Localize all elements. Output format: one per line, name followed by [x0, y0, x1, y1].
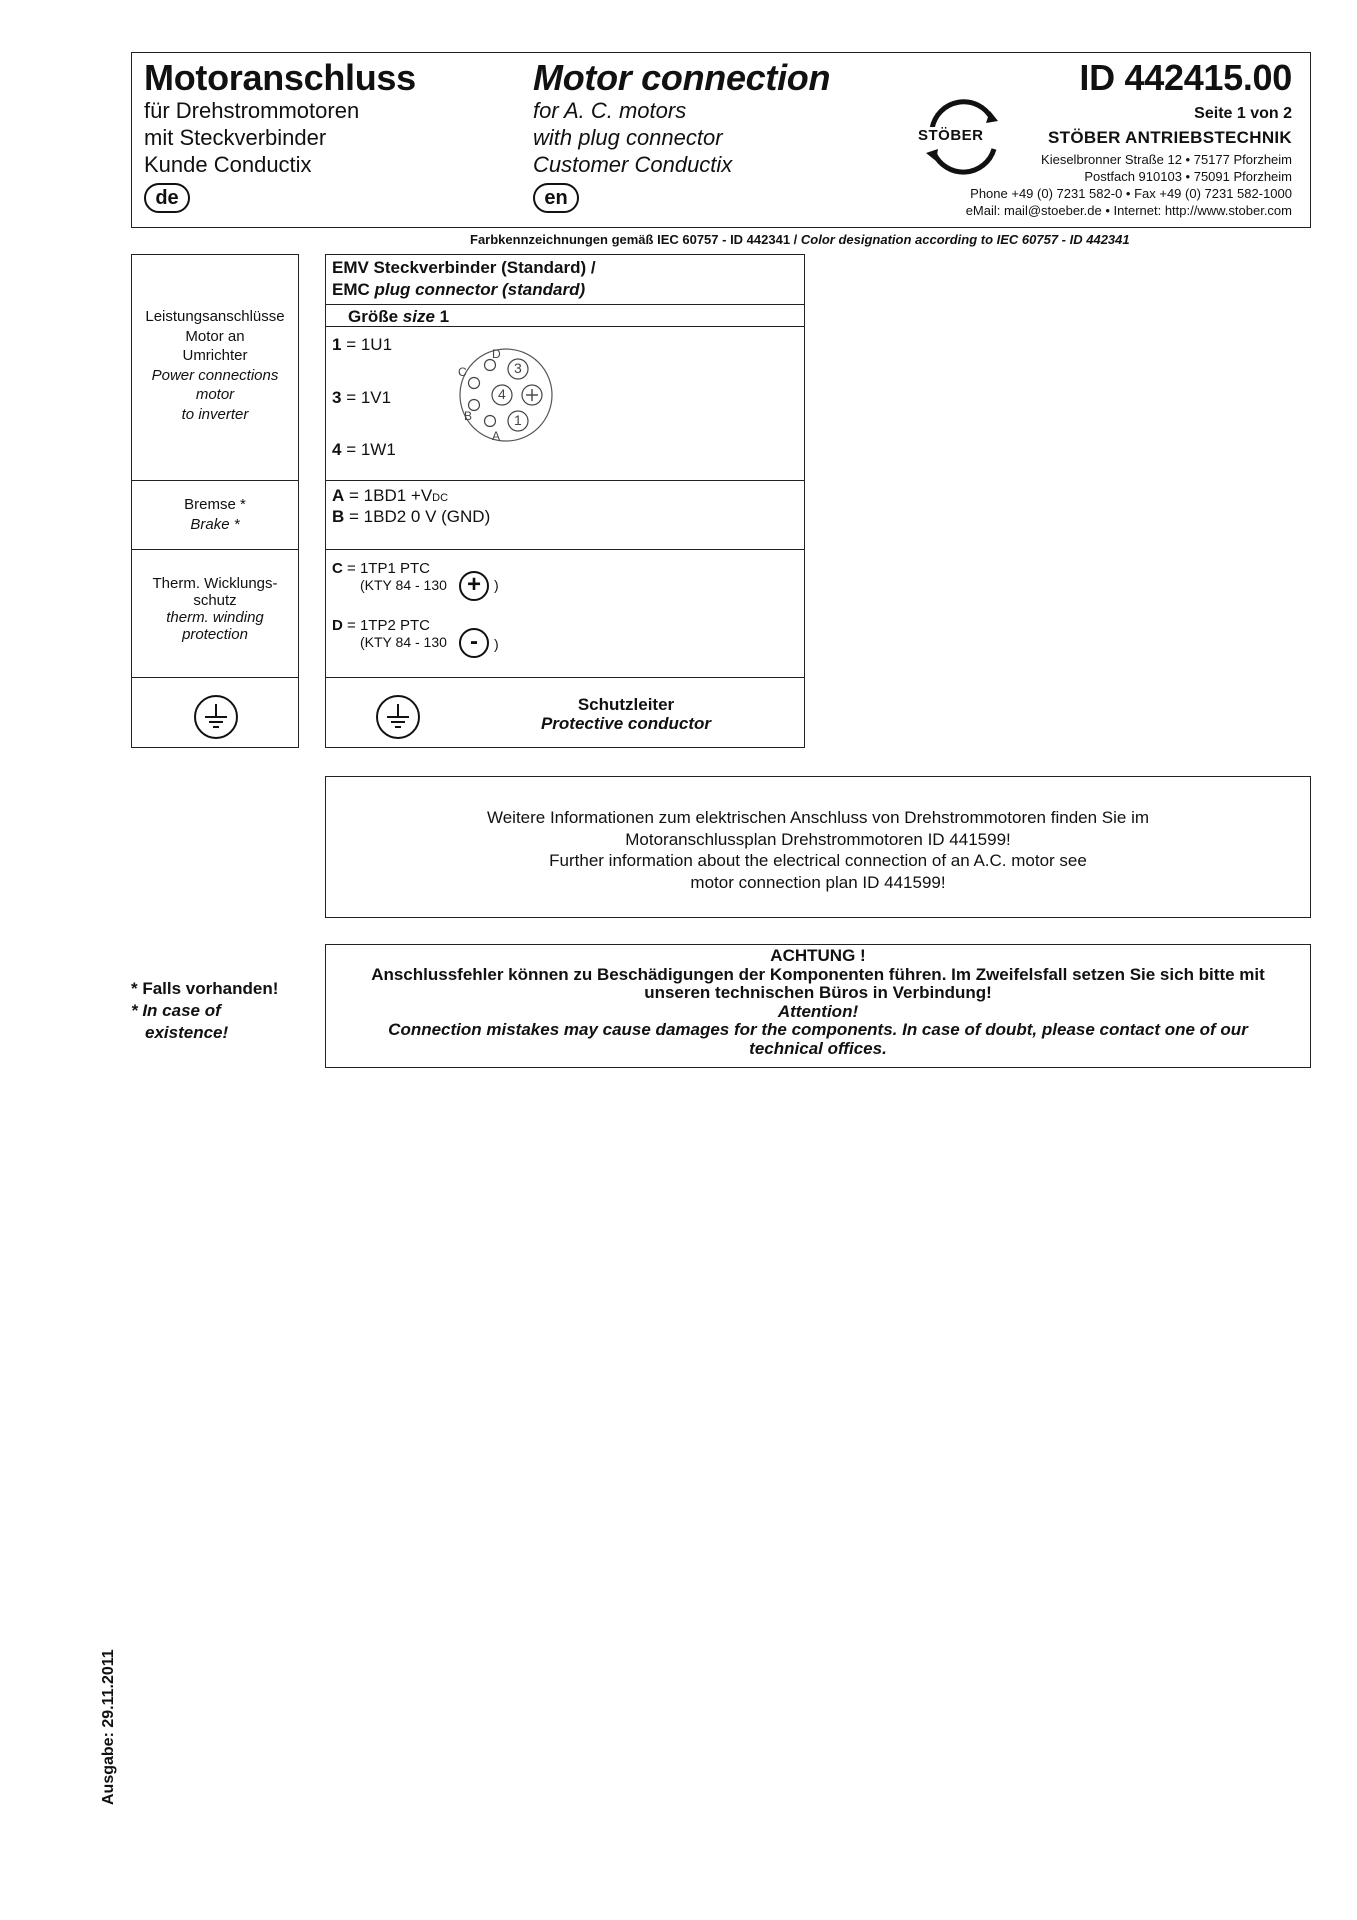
pin-d-assignment: D = 1TP2 PTC — [332, 617, 430, 634]
warning-en-title: Attention! — [777, 1001, 859, 1021]
warning-en-2: technical offices. — [749, 1038, 887, 1058]
pin-c-kty: (KTY 84 - 130 — [360, 577, 447, 593]
pin-b-assignment: B = 1BD2 0 V (GND) — [332, 507, 491, 526]
connector-size: Größe size 1 — [348, 307, 450, 326]
connector-table — [325, 254, 805, 748]
brake-label: Bremse * Brake * — [184, 496, 246, 533]
info-line-1: Weitere Informationen zum elektrischen Anschluss von Drehstrommotoren finden Sie im — [486, 808, 1150, 827]
connector-pin-diagram: D C B A 3 4 1 — [456, 345, 556, 445]
pin-c-close: ) — [494, 577, 499, 593]
warning-box — [325, 944, 1311, 1068]
page-indicator: Seite 1 von 2 — [1194, 105, 1292, 122]
warning-en-1: Connection mistakes may cause damages for the components. In case of doubt, please contact one of our — [388, 1020, 1248, 1039]
ground-icon — [194, 695, 238, 739]
en-subtitle-2: with plug connector — [533, 125, 723, 150]
thermal-protection-label: Therm. Wicklungs- schutz therm. winding protection — [152, 575, 278, 643]
warning-de-1: Anschlussfehler können zu Beschädigungen der Komponenten führen. Im Zweifelsfall setzen Sie sich bitte mit — [371, 964, 1265, 984]
en-subtitle-1: for A. C. motors — [533, 98, 687, 123]
de-subtitle-3: Kunde Conductix — [144, 152, 312, 177]
de-subtitle-1: für Drehstrommotoren — [144, 98, 360, 123]
pin-3-assignment: 3 = 1V1 — [332, 388, 392, 407]
color-designation-note — [470, 232, 1130, 247]
pin-1-assignment: 1 = 1U1 — [332, 335, 393, 354]
warning-title: ACHTUNG ! — [770, 946, 866, 965]
color-note-en: Color designation according to IEC 60757 - ID 442341 — [800, 232, 1130, 247]
document-id: ID 442415.00 — [1079, 57, 1292, 98]
protective-conductor-label: Schutzleiter Protective conductor — [540, 695, 712, 733]
de-title: Motoranschluss — [144, 57, 416, 98]
pin-a-assignment: A = 1BD1 +VDC — [332, 486, 449, 505]
en-title: Motor connection — [533, 57, 831, 98]
issue-date: Ausgabe: 29.11.2011 — [100, 1649, 117, 1805]
en-subtitle-3: Customer Conductix — [533, 152, 733, 177]
info-line-4: motor connection plan ID 441599! — [690, 872, 946, 892]
warning-de-2: unseren technischen Büros in Verbindung! — [644, 983, 992, 1002]
pin-c-assignment: C = 1TP1 PTC — [332, 560, 430, 577]
company-name: STÖBER ANTRIEBSTECHNIK — [1048, 128, 1292, 147]
left-label-column — [131, 254, 299, 748]
de-language-badge: de — [144, 183, 190, 213]
plus-icon: + — [459, 571, 489, 601]
de-subtitle-2: mit Steckverbinder — [144, 125, 327, 150]
info-line-2: Motoranschlussplan Drehstrommotoren ID 441599! — [625, 829, 1011, 849]
pin-d-close: ) — [494, 636, 499, 652]
address-line-1: Kieselbronner Straße 12 • 75177 Pforzheim — [1041, 152, 1292, 167]
power-connections-label: Leistungsanschlüsse Motor an Umrichter Power connections motor to inverter — [145, 308, 285, 423]
pin-d-kty: (KTY 84 - 130 — [360, 634, 447, 650]
pin-4-assignment: 4 = 1W1 — [332, 440, 396, 459]
logo-text: STÖBER — [918, 127, 984, 144]
address-line-3: Phone +49 (0) 7231 582-0 • Fax +49 (0) 7231 582-1000 — [970, 186, 1292, 201]
connector-title: EMV Steckverbinder (Standard) / EMC plug connector (standard) — [332, 258, 596, 299]
en-language-badge: en — [533, 183, 579, 213]
footnote: * Falls vorhanden! * In case of existence! — [131, 979, 279, 1042]
protective-ground-icon — [376, 695, 420, 739]
document-header — [131, 52, 1311, 228]
address-line-2: Postfach 910103 • 75091 Pforzheim — [1084, 169, 1292, 184]
info-line-3: Further information about the electrical connection of an A.C. motor see — [549, 851, 1087, 870]
address-line-4: eMail: mail@stoeber.de • Internet: http://www.stober.com — [965, 203, 1292, 218]
further-info-box — [325, 776, 1311, 918]
minus-icon: - — [459, 628, 489, 658]
color-note-de: Farbkennzeichnungen gemäß IEC 60757 - ID 442341 / — [470, 232, 801, 247]
